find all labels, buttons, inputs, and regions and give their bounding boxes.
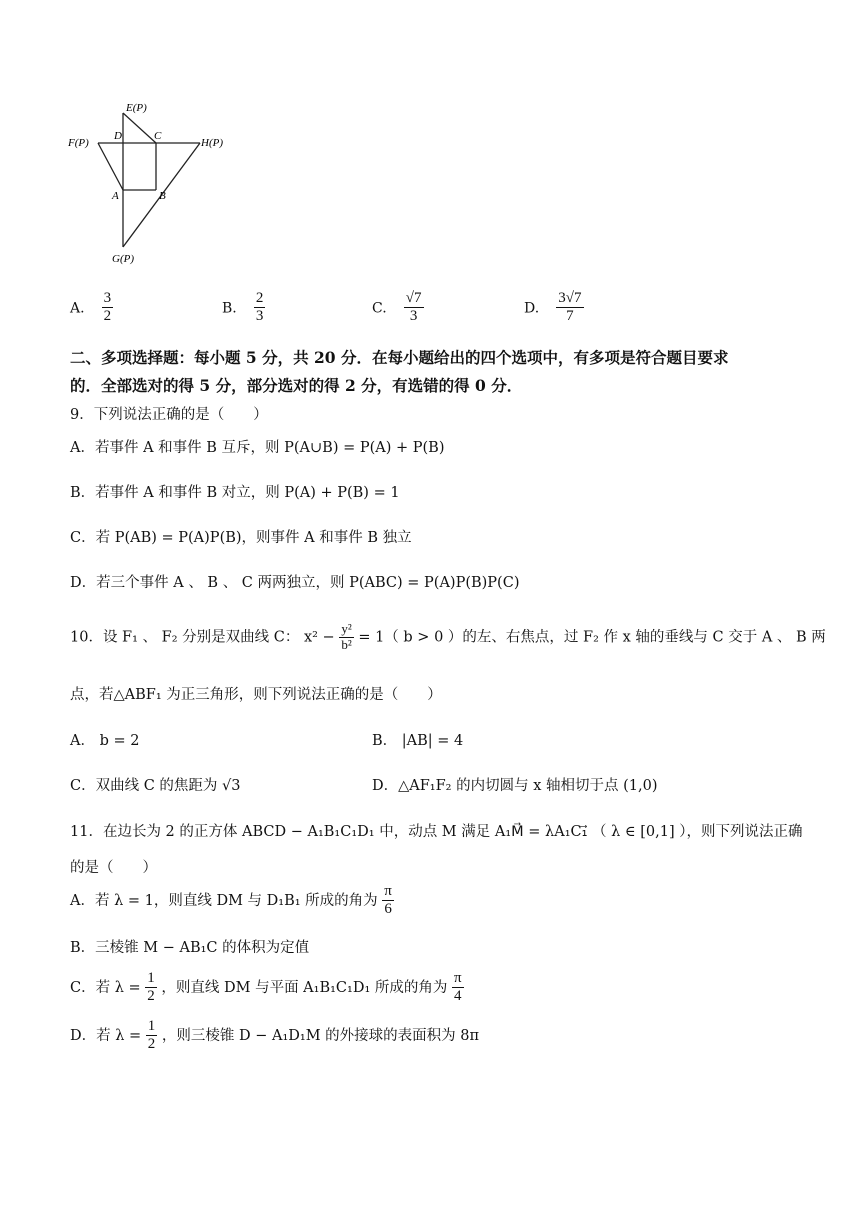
q9-option-d: D．若三个事件 A 、 B 、 C 两两独立，则 P(ABC) = P(A)P(B)P(C) [70,575,520,591]
q11-option-b: B．三棱锥 M − AB₁C 的体积为定值 [70,940,310,956]
label-C: C [154,130,162,142]
q8-option-b [222,290,265,326]
q11-c-num: 1 [145,970,157,988]
q11-option-c [70,970,464,1006]
label-B: B [159,190,166,202]
line-EC [123,113,156,143]
option-den: 7 [566,308,574,325]
q11-a-num: π [382,883,394,901]
label-A: A [112,190,119,202]
option-den: 3 [409,308,418,325]
q11-option-c-pre: C．若 λ = [70,979,141,996]
q10-option-a: A． b = 2 [70,733,140,749]
q8-option-c [372,290,424,326]
q11-line1: 11．在边长为 2 的正方体 ABCD − A₁B₁C₁D₁ 中，动点 M 满足 A₁M⃗ = λA₁C₁⃗ （ λ ∈ [0,1] ），则下列说法正确 [70,824,803,840]
option-num: 3 [102,290,114,308]
option-key: D. [524,300,540,317]
q11-option-a-text: A．若 λ = 1，则直线 DM 与 D₁B₁ 所成的角为 [70,892,378,909]
q11-c-den2: 4 [454,988,462,1005]
q11-option-a [70,883,394,919]
line-FA [98,143,123,190]
q11-line2: 的是（ ） [70,860,157,876]
option-num: 3√7 [556,290,583,308]
q11-option-d-pre: D．若 λ = [70,1027,142,1044]
q10-line1 [70,622,826,653]
option-den: 2 [103,308,112,325]
q9-stem: 9．下列说法正确的是（ ） [70,407,268,423]
label-G: G(P) [112,253,134,265]
section-heading-line1: 二、多项选择题：每小题 5 分，共 20 分．在每小题给出的四个选项中，有多项是符合题目要求 [70,348,729,367]
q9-option-b: B．若事件 A 和事件 B 对立，则 P(A) + P(B) = 1 [70,485,400,501]
q8-option-d [524,290,584,326]
option-den: 3 [255,308,264,325]
label-D: D [114,130,122,142]
q9-option-a: A．若事件 A 和事件 B 互斥，则 P(A∪B) = P(A) + P(B) [70,440,445,456]
q8-option-a [70,290,113,326]
q11-d-den: 2 [147,1036,156,1053]
label-H: H(P) [201,137,223,149]
q10-line1-a: 10．设 F₁ 、 F₂ 分别是双曲线 C： x² − [70,629,335,646]
option-key: C. [372,300,387,317]
q11-a-den: 6 [384,901,392,918]
q10-frac-num: y² [341,621,352,636]
q11-c-num2: π [452,970,464,988]
option-key: A. [70,300,85,317]
option-num: 2 [254,290,266,308]
option-key: B. [222,300,237,317]
section-heading-line2: 的．全部选对的得 5 分，部分选对的得 2 分，有选错的得 0 分． [70,376,523,395]
q10-line2: 点，若△ABF₁ 为正三角形，则下列说法正确的是（ ） [70,687,442,703]
q11-c-den: 2 [147,988,155,1005]
q11-option-c-post: ，则直线 DM 与平面 A₁B₁C₁D₁ 所成的角为 [161,979,448,996]
q10-option-b: B． |AB| = 4 [372,733,464,749]
q11-option-d [70,1018,479,1054]
label-E: E(P) [126,102,147,114]
option-num: √7 [404,290,424,308]
q10-option-c: C．双曲线 C 的焦距为 √3 [70,778,241,794]
q10-frac-den: b² [341,636,352,652]
q11-option-d-post: ，则三棱锥 D − A₁D₁M 的外接球的表面积为 8π [161,1027,480,1044]
q10-option-d: D．△AF₁F₂ 的内切圆与 x 轴相切于点 (1,0) [372,778,658,794]
geometry-figure [60,95,250,270]
label-F: F(P) [68,137,89,149]
q9-option-c: C．若 P(AB) = P(A)P(B)，则事件 A 和事件 B 独立 [70,530,412,546]
q10-line1-b: = 1（ b > 0 ）的左、右焦点，过 F₂ 作 x 轴的垂线与 C 交于 A 、 B 两 [358,629,826,646]
q11-d-num: 1 [146,1018,158,1036]
